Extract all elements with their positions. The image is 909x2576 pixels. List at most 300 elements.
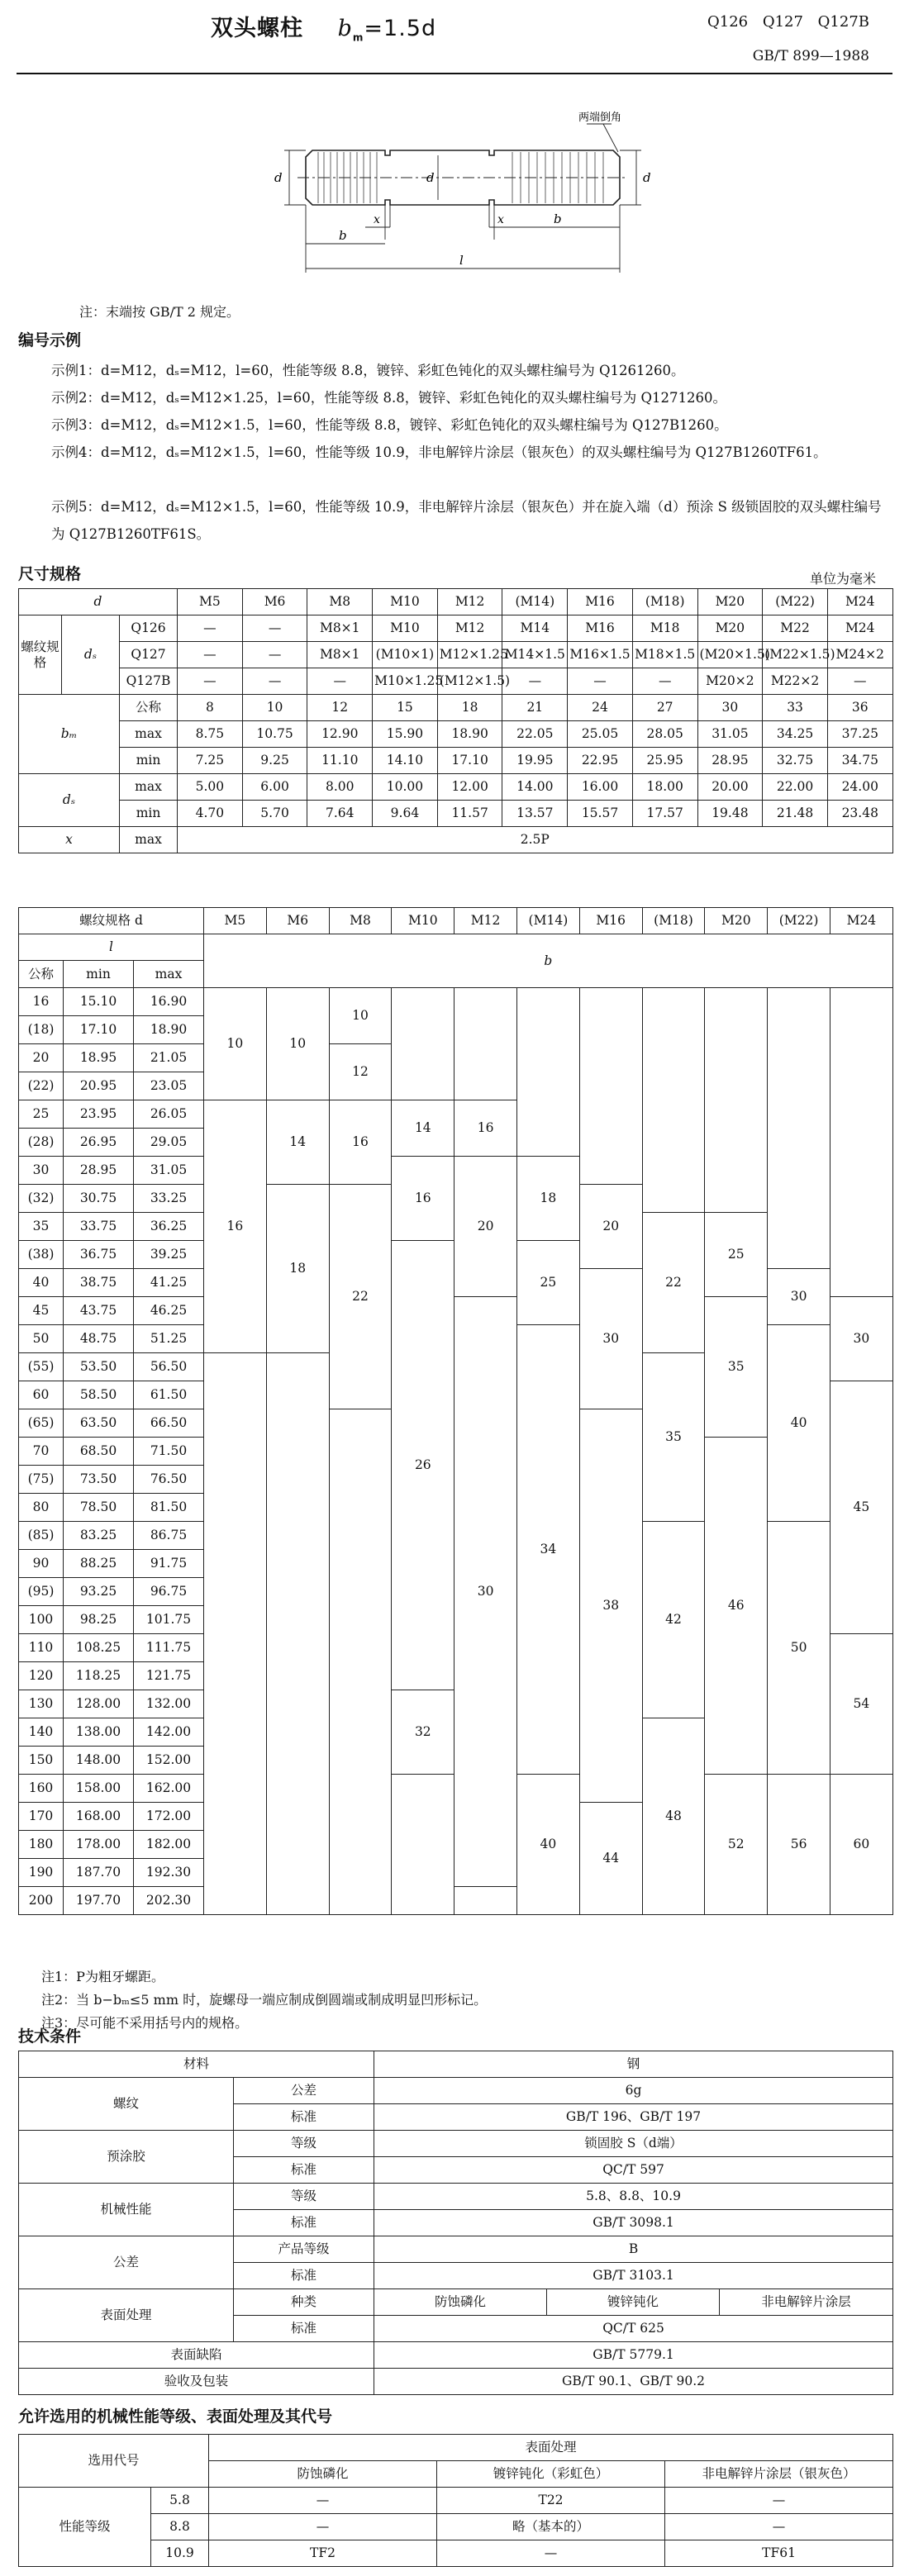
b-value: 14	[392, 1100, 454, 1156]
l-max: 202.30	[134, 1886, 204, 1914]
col-zinc: 镀锌钝化（彩虹色）	[437, 2461, 665, 2488]
size-header: (M14)	[502, 589, 568, 615]
size-header: (M22)	[768, 908, 830, 934]
b-value: 30	[454, 1296, 517, 1886]
table-cell: M20×2	[697, 668, 763, 695]
grade-label: 性能等级	[19, 2488, 151, 2567]
mech-standard: GB/T 3098.1	[374, 2210, 893, 2236]
table-cell: M20	[697, 615, 763, 642]
b-empty	[454, 1886, 517, 1914]
table-cell: (M20×1.5)	[697, 642, 763, 668]
standard-label: 标准	[234, 2210, 374, 2236]
ds-label: dₛ	[19, 774, 120, 827]
b-value: 30	[579, 1268, 642, 1409]
chamfer-label: 两端倒角	[578, 112, 622, 124]
b-value: 56	[768, 1774, 830, 1914]
table-cell: —	[632, 668, 697, 695]
example-4: 示例4：d=M12，dₛ=M12×1.5，l=60，性能等级 10.9，非电解锌片涂层（银灰色）的双头螺柱编号为 Q127B1260TF61。	[51, 444, 827, 460]
table-row	[19, 774, 893, 801]
b-value: 26	[392, 1240, 454, 1690]
standard-label: 标准	[234, 2263, 374, 2289]
table-cell: 33	[763, 695, 828, 721]
table-cell: —	[178, 642, 243, 668]
size-header: M10	[392, 908, 454, 934]
table-cell: 17.10	[437, 748, 502, 774]
table-cell: —	[242, 615, 307, 642]
table-cell: 8.75	[178, 721, 243, 748]
tol-standard: GB/T 3103.1	[374, 2263, 893, 2289]
table-cell: 13.57	[502, 801, 568, 827]
l-min: 26.95	[64, 1128, 134, 1156]
l-nominal: (22)	[19, 1072, 64, 1100]
size-header: M5	[204, 908, 267, 934]
l-min: 118.25	[64, 1661, 134, 1690]
b-empty	[705, 987, 768, 1212]
table-row	[19, 908, 893, 934]
table-cell: M14	[502, 615, 568, 642]
size-header: M16	[568, 589, 633, 615]
l-max: 56.50	[134, 1352, 204, 1381]
ds-label: d	[426, 170, 435, 185]
l-max: 39.25	[134, 1240, 204, 1268]
mech-label: 机械性能	[19, 2184, 234, 2236]
table-cell: M12×1.25	[437, 642, 502, 668]
surface-1: 防蚀磷化	[374, 2289, 547, 2316]
l-nominal: 200	[19, 1886, 64, 1914]
b-empty	[517, 987, 580, 1156]
table-cell: 25.95	[632, 748, 697, 774]
footnote-1: 注1：P为粗牙螺距。	[41, 1969, 164, 1984]
l-nominal: 180	[19, 1830, 64, 1858]
l-min: 98.25	[64, 1605, 134, 1633]
b-value: 30	[768, 1268, 830, 1324]
x-label: x	[19, 827, 120, 853]
b-empty	[392, 1774, 454, 1914]
l-nominal: (32)	[19, 1184, 64, 1212]
defect-standard: GB/T 5779.1	[374, 2342, 893, 2369]
table-cell: —	[827, 668, 892, 695]
footnote-2: 注2：当 b−bₘ≤5 mm 时，旋螺母一端应制成倒圆端或制成明显凹形标记。	[41, 1992, 488, 2008]
l-min: 187.70	[64, 1858, 134, 1886]
cell: —	[665, 2514, 893, 2540]
table-cell: 14.00	[502, 774, 568, 801]
l-min: 43.75	[64, 1296, 134, 1324]
l-nominal: (65)	[19, 1409, 64, 1437]
table-cell: M8×1	[307, 615, 373, 642]
example-5: 示例5：d=M12，dₛ=M12×1.5，l=60，性能等级 10.9，非电解锌片涂层（银灰色）并在旋入端（d）预涂 S 级锁固胶的双头螺柱编号为 Q127B1260TF61S。	[51, 499, 882, 542]
l-max: 26.05	[134, 1100, 204, 1128]
b-value: 25	[517, 1240, 580, 1324]
l-min: 158.00	[64, 1774, 134, 1802]
table-row	[19, 615, 893, 642]
table-cell: 10.75	[242, 721, 307, 748]
col-phosphate: 防蚀磷化	[209, 2461, 437, 2488]
l-min: 63.50	[64, 1409, 134, 1437]
l-max: 29.05	[134, 1128, 204, 1156]
row-label: max	[120, 721, 178, 748]
prod-grade-label: 产品等级	[234, 2236, 374, 2263]
size-header: M12	[454, 908, 517, 934]
cell: 略（基本的）	[437, 2514, 665, 2540]
table-cell: 11.57	[437, 801, 502, 827]
table-cell: 9.64	[373, 801, 438, 827]
d-symbol: d	[93, 594, 102, 610]
standard-label: 标准	[234, 2316, 374, 2342]
size-header: M20	[705, 908, 768, 934]
unit-note: 单位为毫米	[809, 571, 876, 587]
page-header	[0, 0, 909, 74]
table-cell: —	[242, 642, 307, 668]
example-2: 示例2：d=M12，dₛ=M12×1.25，l=60，性能等级 8.8，镀锌、彩虹色钝化的双头螺柱编号为 Q1271260。	[51, 390, 727, 406]
tech-heading: 技术条件	[18, 2027, 82, 2046]
standard-label: 标准	[234, 2104, 374, 2131]
cell: T22	[437, 2488, 665, 2514]
table-cell: 22.95	[568, 748, 633, 774]
table-cell: 24	[568, 695, 633, 721]
table-cell: 22.00	[763, 774, 828, 801]
table-cell: —	[242, 668, 307, 695]
cell: —	[209, 2514, 437, 2540]
l-nominal: 50	[19, 1324, 64, 1352]
l-min: 18.95	[64, 1043, 134, 1072]
l-nominal: (28)	[19, 1128, 64, 1156]
mech-grade: 5.8、8.8、10.9	[374, 2184, 893, 2210]
size-header: M24	[830, 908, 892, 934]
b-empty	[266, 1352, 329, 1914]
table-row	[19, 668, 893, 695]
l-nominal: (18)	[19, 1015, 64, 1043]
b-value: 35	[642, 1352, 705, 1521]
table-cell: —	[568, 668, 633, 695]
table-cell: 18.00	[632, 774, 697, 801]
precoat-grade: 锁固胶 S（d端）	[374, 2131, 893, 2157]
b-value: 10	[266, 987, 329, 1100]
l-nominal: 170	[19, 1802, 64, 1830]
table-cell: M18	[632, 615, 697, 642]
row-label: Q127B	[120, 668, 178, 695]
b-value: 22	[642, 1212, 705, 1352]
size-header: M6	[266, 908, 329, 934]
l-label: l	[459, 253, 464, 268]
standard-number: GB/T 899—1988	[752, 48, 869, 64]
table-row	[19, 748, 893, 774]
table-cell: 5.00	[178, 774, 243, 801]
table-cell: 32.75	[763, 748, 828, 774]
l-min: 73.50	[64, 1465, 134, 1493]
b-value: 25	[705, 1212, 768, 1296]
l-max: 21.05	[134, 1043, 204, 1072]
l-nominal: 150	[19, 1746, 64, 1774]
table-cell: 30	[697, 695, 763, 721]
l-min: 138.00	[64, 1718, 134, 1746]
table-cell: 28.95	[697, 748, 763, 774]
l-min: 128.00	[64, 1690, 134, 1718]
b-value: 35	[705, 1296, 768, 1437]
surface-header: 表面处理	[209, 2435, 893, 2461]
table-cell: 23.48	[827, 801, 892, 827]
table-cell: (M12×1.5)	[437, 668, 502, 695]
b-value: 20	[454, 1156, 517, 1296]
page-title: 双头螺柱 $b_m=1.5d$	[211, 16, 437, 44]
ds-symbol: dₛ	[62, 615, 120, 695]
col-flake: 非电解锌片涂层（银灰色）	[665, 2461, 893, 2488]
table-cell: 18	[437, 695, 502, 721]
l-nominal: 130	[19, 1690, 64, 1718]
l-max: 86.75	[134, 1521, 204, 1549]
material-label: 材料	[19, 2051, 374, 2078]
size-header: M8	[307, 589, 373, 615]
dimension-table	[18, 588, 893, 853]
max-header: max	[134, 961, 204, 987]
table-cell: M16	[568, 615, 633, 642]
length-table	[18, 907, 893, 1915]
b-value: 16	[204, 1100, 267, 1352]
table-cell: 4.70	[178, 801, 243, 827]
tolerance-value: 6g	[374, 2078, 893, 2104]
b-value: 12	[329, 1043, 392, 1100]
l-max: 51.25	[134, 1324, 204, 1352]
l-max: 18.90	[134, 1015, 204, 1043]
stud-drawing	[273, 107, 702, 289]
table-cell: 25.05	[568, 721, 633, 748]
l-max: 36.25	[134, 1212, 204, 1240]
product-codes: Q126 Q127 Q127B	[707, 13, 869, 31]
accept-label: 验收及包装	[19, 2369, 374, 2395]
l-min: 168.00	[64, 1802, 134, 1830]
table-cell: 37.25	[827, 721, 892, 748]
table-cell: —	[178, 668, 243, 695]
x-label-right: x	[497, 213, 504, 226]
size-header: M6	[242, 589, 307, 615]
table-row	[19, 642, 893, 668]
b-value: 40	[768, 1324, 830, 1521]
b-value: 50	[768, 1521, 830, 1774]
size-header: M16	[579, 908, 642, 934]
l-nominal: 80	[19, 1493, 64, 1521]
examples-heading: 编号示例	[18, 331, 82, 349]
row-label: min	[120, 748, 178, 774]
b-empty	[204, 1352, 267, 1914]
precoat-standard: QC/T 597	[374, 2157, 893, 2184]
table-cell: 22.05	[502, 721, 568, 748]
l-max: 182.00	[134, 1830, 204, 1858]
table-cell: 7.64	[307, 801, 373, 827]
d-label: d	[274, 170, 283, 185]
table-cell: 24.00	[827, 774, 892, 801]
table-cell: 21.48	[763, 801, 828, 827]
l-max: 61.50	[134, 1381, 204, 1409]
table-cell: 28.05	[632, 721, 697, 748]
b-value: 48	[642, 1718, 705, 1914]
l-min: 108.25	[64, 1633, 134, 1661]
size-header: (M18)	[642, 908, 705, 934]
table-cell: 15	[373, 695, 438, 721]
x-value: 2.5P	[178, 827, 893, 853]
row-label: max	[120, 827, 178, 853]
l-max: 172.00	[134, 1802, 204, 1830]
b-value: 45	[830, 1381, 892, 1633]
grade-label: 等级	[234, 2184, 374, 2210]
l-nominal: 30	[19, 1156, 64, 1184]
table-cell: 19.48	[697, 801, 763, 827]
table-cell: 20.00	[697, 774, 763, 801]
size-header: (M14)	[517, 908, 580, 934]
code-label: 选用代号	[19, 2435, 209, 2488]
surface-label: 表面处理	[19, 2289, 234, 2342]
table-cell: 31.05	[697, 721, 763, 748]
table-cell: 11.10	[307, 748, 373, 774]
b-value: 16	[329, 1100, 392, 1184]
tol-label: 公差	[19, 2236, 234, 2289]
l-nominal: 140	[19, 1718, 64, 1746]
size-header: M8	[329, 908, 392, 934]
surface-standard: QC/T 625	[374, 2316, 893, 2342]
b-value: 10	[329, 987, 392, 1043]
table-cell: (M10×1)	[373, 642, 438, 668]
table-cell: 14.10	[373, 748, 438, 774]
thread-label: 螺纹	[19, 2078, 234, 2131]
size-header: (M22)	[763, 589, 828, 615]
l-max: 46.25	[134, 1296, 204, 1324]
table-row	[19, 827, 893, 853]
l-nominal: 16	[19, 987, 64, 1015]
standard-label: 标准	[234, 2157, 374, 2184]
b-value: 42	[642, 1521, 705, 1718]
l-max: 192.30	[134, 1858, 204, 1886]
l-min: 58.50	[64, 1381, 134, 1409]
l-min: 28.95	[64, 1156, 134, 1184]
thread-label: 螺纹规格	[19, 615, 62, 695]
l-max: 96.75	[134, 1577, 204, 1605]
table-cell: 27	[632, 695, 697, 721]
table-cell: —	[178, 615, 243, 642]
accept-standard: GB/T 90.1、GB/T 90.2	[374, 2369, 893, 2395]
precoat-label: 预涂胶	[19, 2131, 234, 2184]
l-max: 66.50	[134, 1409, 204, 1437]
b-value: 22	[329, 1184, 392, 1409]
row-label: Q126	[120, 615, 178, 642]
options-heading: 允许选用的机械性能等级、表面处理及其代号	[18, 2407, 333, 2426]
table-cell: M18×1.5	[632, 642, 697, 668]
size-header: M20	[697, 589, 763, 615]
l-min: 197.70	[64, 1886, 134, 1914]
l-min: 148.00	[64, 1746, 134, 1774]
b-empty	[329, 1409, 392, 1914]
table-cell: —	[502, 668, 568, 695]
nom-header: 公称	[19, 961, 64, 987]
l-max: 121.75	[134, 1661, 204, 1690]
table-cell: 16.00	[568, 774, 633, 801]
table-row	[19, 1296, 893, 1324]
l-max: 152.00	[134, 1746, 204, 1774]
table-cell: 15.57	[568, 801, 633, 827]
grade-label: 等级	[234, 2131, 374, 2157]
l-min: 30.75	[64, 1184, 134, 1212]
cell: —	[665, 2488, 893, 2514]
table-row	[19, 801, 893, 827]
table-cell: 19.95	[502, 748, 568, 774]
l-header: l	[19, 934, 204, 961]
l-nominal: 120	[19, 1661, 64, 1690]
example-3: 示例3：d=M12，dₛ=M12×1.5，l=60，性能等级 8.8，镀锌、彩虹色钝化的双头螺柱编号为 Q127B1260。	[51, 417, 728, 433]
table-cell: 12.90	[307, 721, 373, 748]
table-cell: 12	[307, 695, 373, 721]
tolerance-label: 公差	[234, 2078, 374, 2104]
l-max: 101.75	[134, 1605, 204, 1633]
header-rule	[17, 73, 892, 74]
grade-value: 8.8	[151, 2514, 209, 2540]
b-value: 46	[705, 1437, 768, 1774]
l-min: 88.25	[64, 1549, 134, 1577]
table-cell: M10	[373, 615, 438, 642]
table-cell: 21	[502, 695, 568, 721]
l-max: 81.50	[134, 1493, 204, 1521]
b-value: 34	[517, 1324, 580, 1774]
b-value: 52	[705, 1774, 768, 1914]
table-cell: M12	[437, 615, 502, 642]
cell: —	[437, 2540, 665, 2567]
prod-grade-value: B	[374, 2236, 893, 2263]
l-nominal: 45	[19, 1296, 64, 1324]
l-nominal: (75)	[19, 1465, 64, 1493]
l-nominal: (55)	[19, 1352, 64, 1381]
table-row	[19, 987, 893, 1015]
b-value: 16	[454, 1100, 517, 1156]
l-nominal: 160	[19, 1774, 64, 1802]
b-value: 38	[579, 1409, 642, 1802]
size-header: M10	[373, 589, 438, 615]
b-value: 18	[517, 1156, 580, 1240]
table-cell: M14×1.5	[502, 642, 568, 668]
surface-2: 镀锌钝化	[547, 2289, 720, 2316]
l-min: 78.50	[64, 1493, 134, 1521]
l-min: 48.75	[64, 1324, 134, 1352]
b-value: 30	[830, 1296, 892, 1381]
b-value: 60	[830, 1774, 892, 1914]
l-min: 68.50	[64, 1437, 134, 1465]
l-max: 91.75	[134, 1549, 204, 1577]
b-empty	[642, 987, 705, 1212]
l-min: 93.25	[64, 1577, 134, 1605]
l-min: 38.75	[64, 1268, 134, 1296]
l-max: 16.90	[134, 987, 204, 1015]
row-label: 公称	[120, 695, 178, 721]
b-value: 54	[830, 1633, 892, 1774]
l-max: 132.00	[134, 1690, 204, 1718]
bm-label: bₘ	[19, 695, 120, 774]
example-1: 示例1：d=M12，dₛ=M12，l=60，性能等级 8.8，镀锌、彩虹色钝化的双头螺柱编号为 Q1261260。	[51, 363, 685, 378]
l-max: 41.25	[134, 1268, 204, 1296]
cell: TF61	[665, 2540, 893, 2567]
b-header: b	[204, 934, 893, 987]
end-note: 注：末端按 GB/T 2 规定。	[79, 304, 240, 320]
table-row	[19, 589, 893, 615]
table-cell: 9.25	[242, 748, 307, 774]
table-cell: (M22×1.5)	[763, 642, 828, 668]
b-label: b	[554, 211, 562, 226]
b-value: 10	[204, 987, 267, 1100]
bm-label: b	[339, 228, 347, 243]
l-max: 71.50	[134, 1437, 204, 1465]
kind-label: 种类	[234, 2289, 374, 2316]
l-nominal: 40	[19, 1268, 64, 1296]
defect-label: 表面缺陷	[19, 2342, 374, 2369]
b-value: 14	[266, 1100, 329, 1184]
b-value: 32	[392, 1690, 454, 1774]
l-nominal: 100	[19, 1605, 64, 1633]
b-value: 20	[579, 1184, 642, 1268]
cell: TF2	[209, 2540, 437, 2567]
